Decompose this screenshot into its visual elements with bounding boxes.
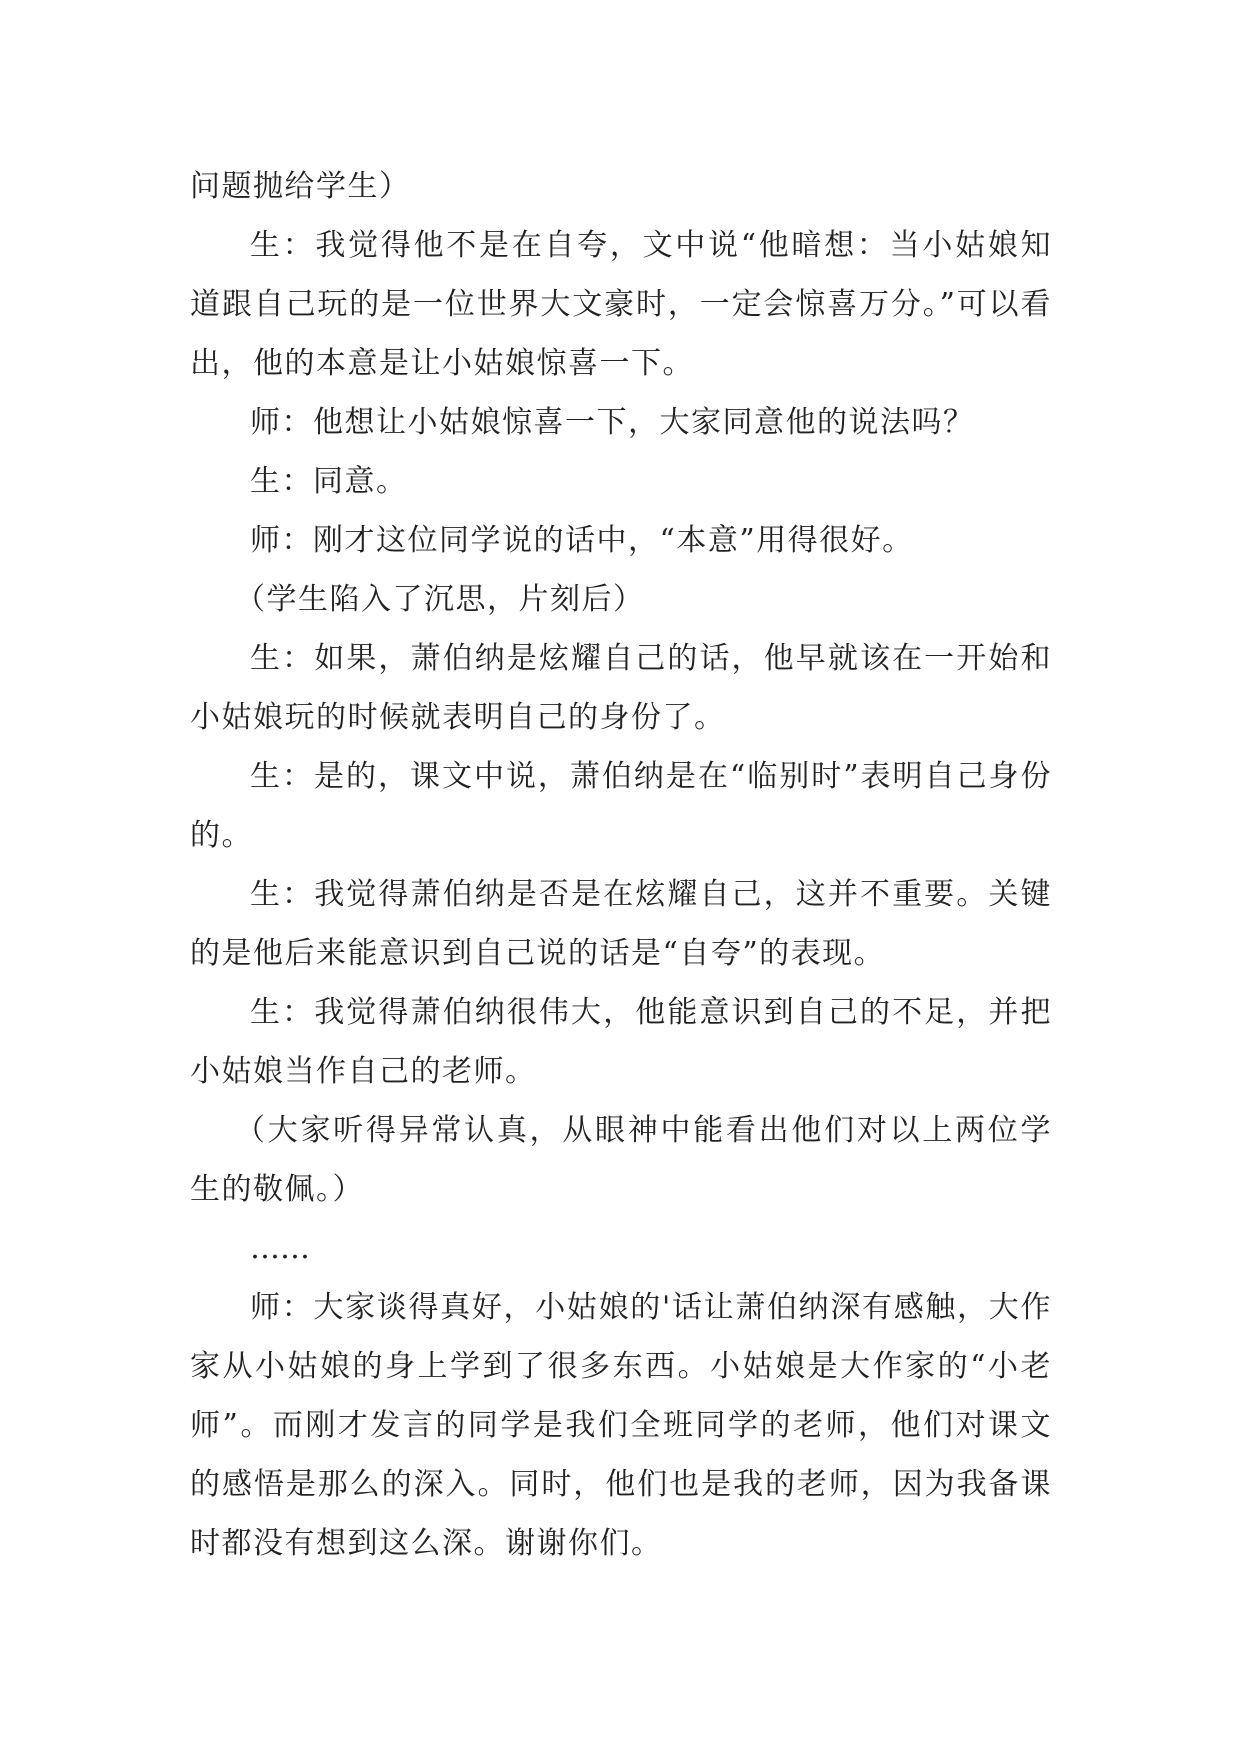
paragraph-teacher-closing: 师：大家谈得真好，小姑娘的'话让萧伯纳深有感触，大作家从小姑娘的身上学到了很多东西。小姑娘是大作家的“小老师”。而刚才发言的同学是我们全班同学的老师，他们对课文的感悟是那么的深入。同时，他们也是我的老师，因为我备课时都没有想到这么深。谢谢你们。 — [190, 1290, 1052, 1561]
document-body — [190, 157, 1052, 1573]
paragraph-student-not-boasting: 生：我觉得他不是在自夸，文中说“他暗想：当小姑娘知道跟自己玩的是一位世界大文豪时，一定会惊喜万分。”可以看出，他的本意是让小姑娘惊喜一下。 — [190, 228, 1052, 381]
paragraph-student-at-parting: 生：是的，课文中说，萧伯纳是在“临别时”表明自己身份的。 — [190, 759, 1052, 853]
paragraph-student-great-man: 生：我觉得萧伯纳很伟大，他能意识到自己的不足，并把小姑娘当作自己的老师。 — [190, 995, 1052, 1089]
paragraph-ellipsis: …… — [250, 1231, 310, 1266]
paragraph-class-admiration: （大家听得异常认真，从眼神中能看出他们对以上两位学生的敬佩。） — [190, 1113, 1052, 1207]
paragraph-teacher-praises-wording: 师：刚才这位同学说的话中，“本意”用得很好。 — [250, 523, 914, 558]
paragraph-students-thinking: （学生陷入了沉思，片刻后） — [235, 582, 645, 617]
paragraph-student-self-awareness: 生：我觉得萧伯纳是否是在炫耀自己，这并不重要。关键的是他后来能意识到自己说的话是“自夸”的表现。 — [190, 877, 1052, 971]
paragraph-student-identity-early: 生：如果，萧伯纳是炫耀自己的话，他早就该在一开始和小姑娘玩的时候就表明自己的身份了。 — [190, 641, 1052, 735]
paragraph-teacher-asks-agree: 师：他想让小姑娘惊喜一下，大家同意他的说法吗？ — [250, 405, 975, 440]
paragraph-continued-question: 问题抛给学生） — [190, 169, 411, 204]
paragraph-student-agree: 生：同意。 — [250, 464, 408, 499]
